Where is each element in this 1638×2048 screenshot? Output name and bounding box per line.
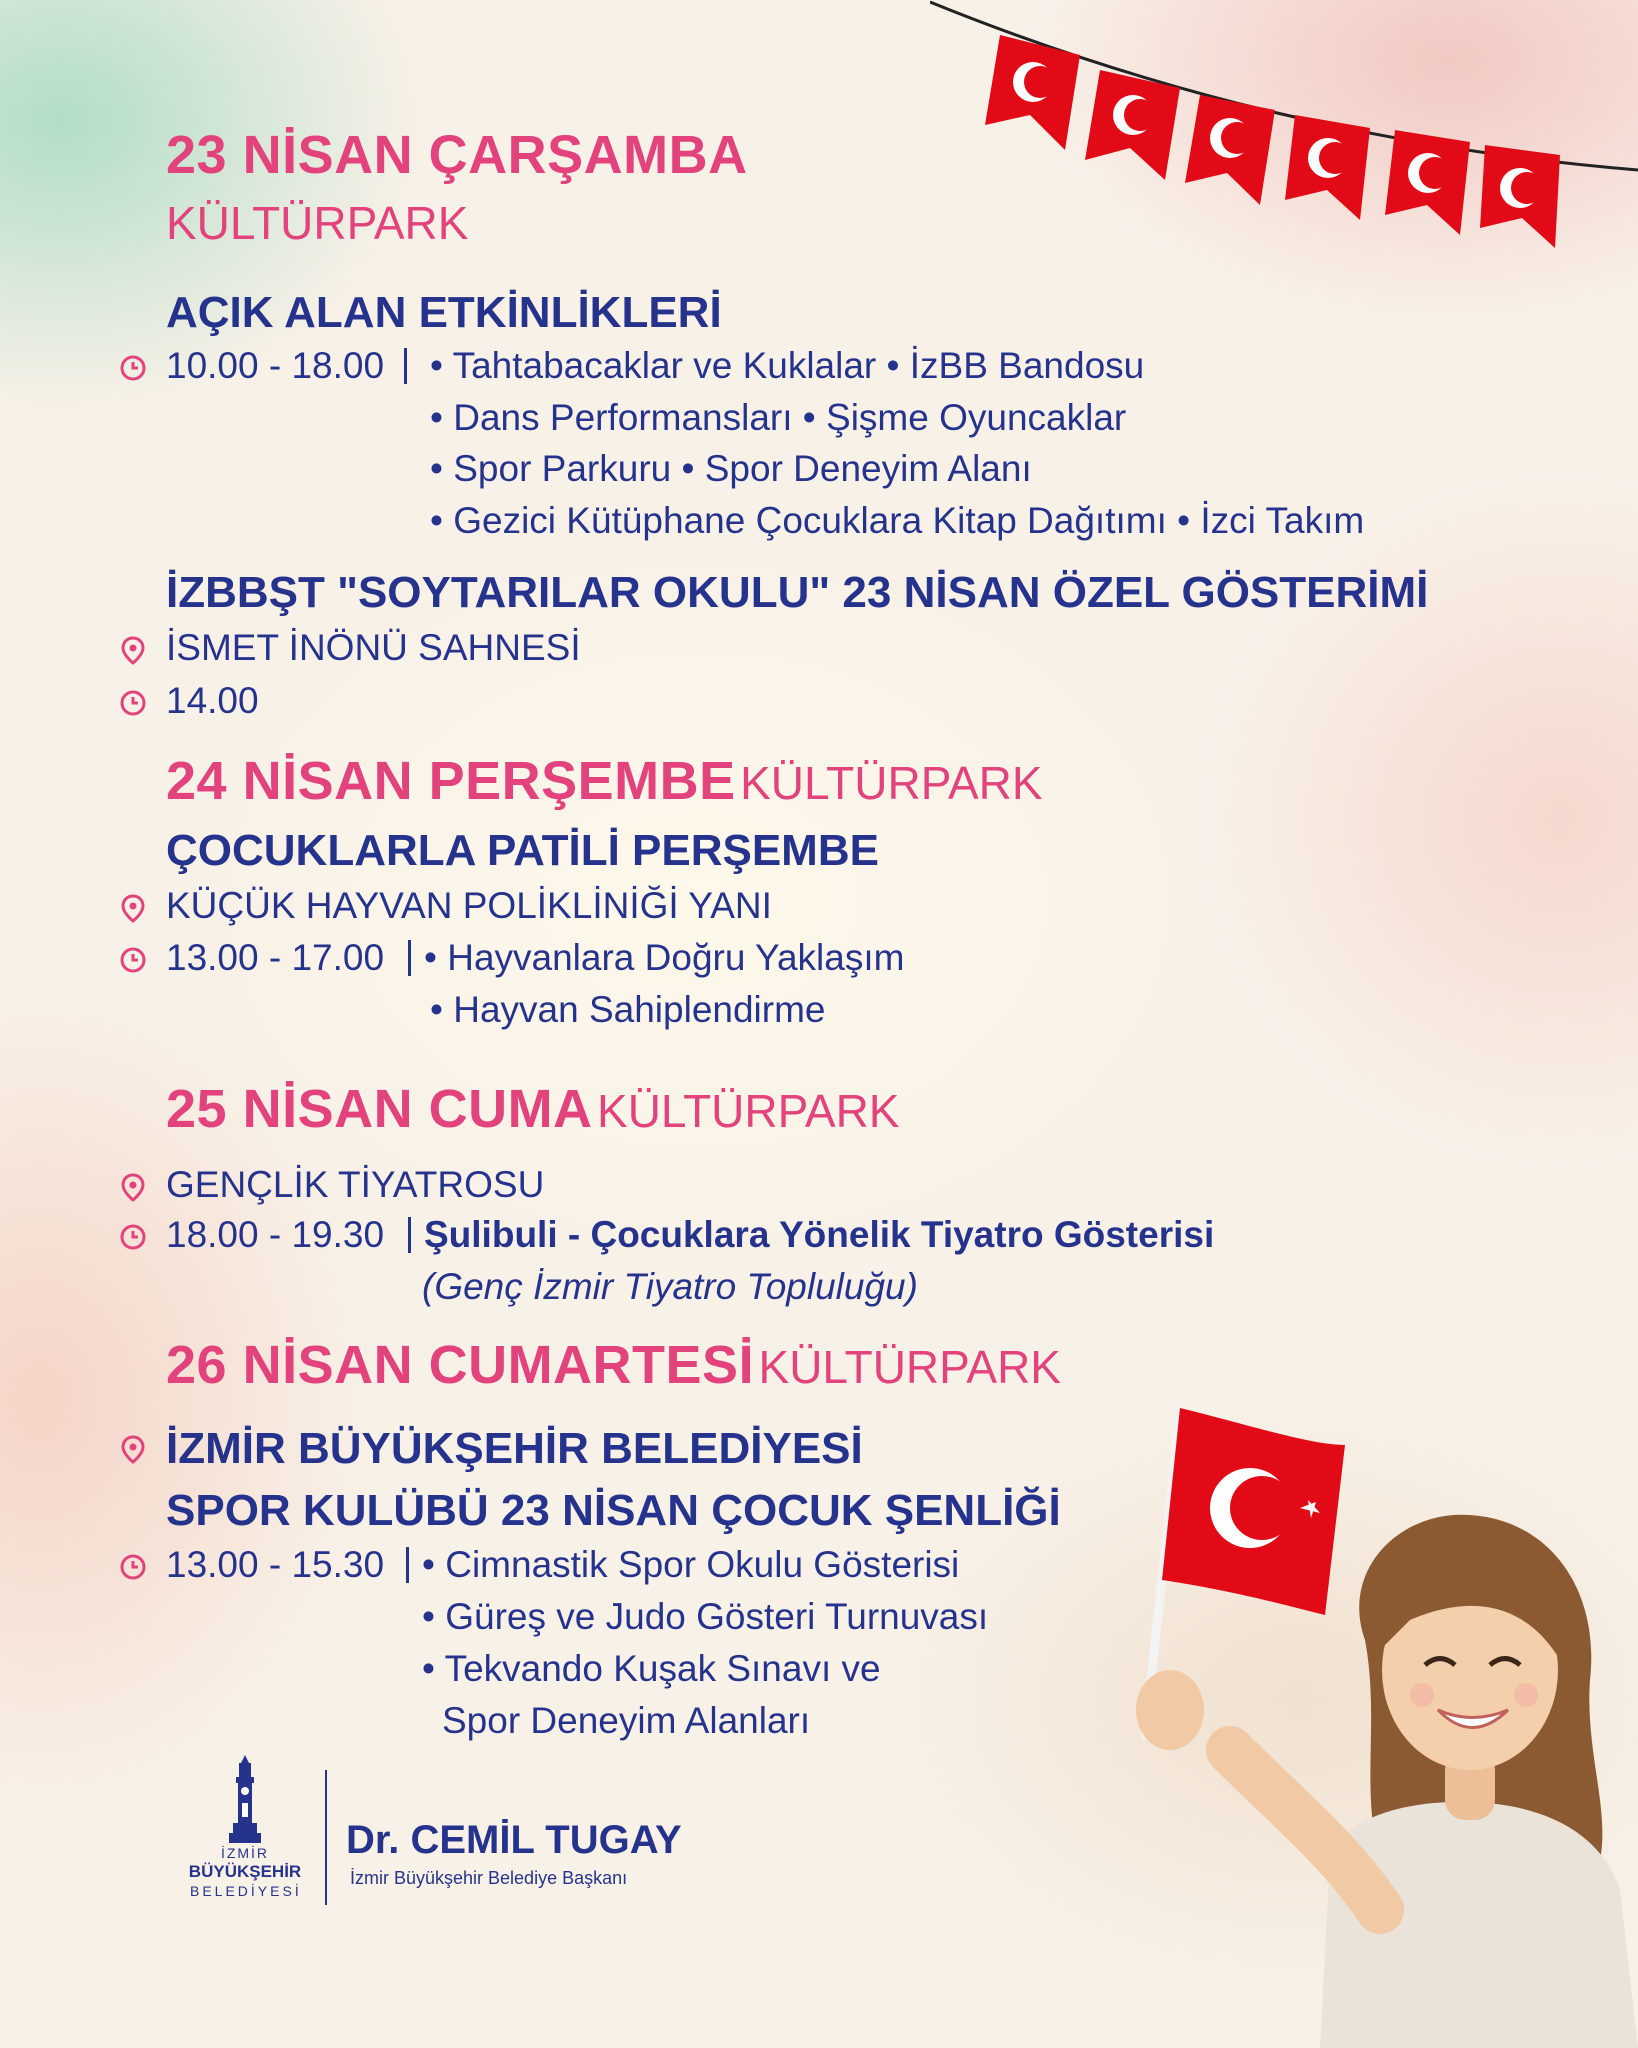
- bunting-flag-6: [1480, 145, 1560, 248]
- day4-line-1: • Cimnastik Spor Okulu Gösterisi: [422, 1544, 960, 1585]
- child-with-flag-illustration: [1080, 1390, 1638, 2048]
- day1-section1-time: 10.00 - 18.00: [166, 345, 385, 386]
- day3-place: KÜLTÜRPARK: [597, 1085, 900, 1137]
- day3-header: [166, 1078, 899, 1140]
- location-pin-icon: [118, 893, 148, 923]
- day2-line-2: • Hayvan Sahiplendirme: [430, 989, 826, 1030]
- logo-line-1: İZMİR: [220, 1845, 270, 1861]
- location-pin-icon: [118, 1434, 148, 1464]
- day1-place: KÜLTÜRPARK: [166, 197, 469, 249]
- day3-event: Şulibuli - Çocuklara Yönelik Tiyatro Gösterisi: [424, 1214, 1215, 1255]
- logo-line-3: BELEDİYESİ: [190, 1883, 302, 1899]
- day1-section2-time: 14.00: [166, 680, 259, 721]
- day1-section2-location: İSMET İNÖNÜ SAHNESİ: [166, 627, 581, 668]
- day2-header: [166, 750, 1043, 812]
- location-pin-icon: [118, 635, 148, 665]
- day1-section1-title: AÇIK ALAN ETKİNLİKLERİ: [166, 288, 722, 337]
- bunting-flag-4: [1285, 115, 1370, 220]
- bunting-flag-3: [1185, 95, 1275, 205]
- day2-place: KÜLTÜRPARK: [740, 757, 1043, 809]
- day2-location: KÜÇÜK HAYVAN POLİKLİNİĞİ YANI: [166, 885, 772, 926]
- day1-activity-line-2: • Dans Performansları • Şişme Oyuncaklar: [430, 397, 1127, 438]
- logo-line-2: BÜYÜKŞEHİR: [188, 1862, 302, 1881]
- day2-title: ÇOCUKLARLA PATİLİ PERŞEMBE: [166, 826, 879, 875]
- mayor-title: İzmir Büyükşehir Belediye Başkanı: [350, 1868, 628, 1888]
- day1-activity-line-3: • Spor Parkuru • Spor Deneyim Alanı: [430, 448, 1032, 489]
- clock-icon: [118, 1552, 148, 1582]
- day4-title-line-2: SPOR KULÜBÜ 23 NİSAN ÇOCUK ŞENLİĞİ: [166, 1486, 1061, 1535]
- day1-activity-line-1: • Tahtabacaklar ve Kuklalar • İzBB Bandosu: [430, 345, 1145, 386]
- day1-activity-line-4: • Gezici Kütüphane Çocuklara Kitap Dağıtımı • İzci Takım: [430, 500, 1365, 541]
- footer-divider: [325, 1770, 327, 1905]
- bunting-flag-1: [985, 35, 1080, 150]
- clock-icon: [118, 353, 148, 383]
- location-pin-icon: [118, 1172, 148, 1202]
- divider: [408, 940, 411, 976]
- day1-section2-title: İZBBŞT "SOYTARILAR OKULU" 23 NİSAN ÖZEL GÖSTERİMİ: [166, 568, 1429, 617]
- day4-line-3: • Tekvando Kuşak Sınavı ve: [422, 1648, 881, 1689]
- day3-location: GENÇLİK TİYATROSU: [166, 1164, 545, 1205]
- clock-icon: [118, 945, 148, 975]
- day3-date: 25 NİSAN CUMA: [166, 1079, 593, 1139]
- divider: [406, 1547, 409, 1583]
- day1-date: 23 NİSAN ÇARŞAMBA: [166, 125, 748, 185]
- bunting-flag-5: [1385, 130, 1470, 235]
- day3-group: (Genç İzmir Tiyatro Topluluğu): [422, 1266, 918, 1307]
- day2-time: 13.00 - 17.00: [166, 937, 385, 978]
- clock-icon: [118, 1222, 148, 1252]
- day2-date: 24 NİSAN PERŞEMBE: [166, 751, 736, 811]
- day4-date: 26 NİSAN CUMARTESİ: [166, 1335, 755, 1395]
- day2-line-1: • Hayvanlara Doğru Yaklaşım: [424, 937, 905, 978]
- day4-title-line-1: İZMİR BÜYÜKŞEHİR BELEDİYESİ: [166, 1424, 863, 1473]
- day4-time: 13.00 - 15.30: [166, 1544, 385, 1585]
- clock-tower-logo-icon: [227, 1755, 263, 1845]
- turkish-flag: [1162, 1408, 1345, 1615]
- day4-line-4: Spor Deneyim Alanları: [442, 1700, 811, 1741]
- divider: [404, 348, 407, 384]
- day3-time: 18.00 - 19.30: [166, 1214, 385, 1255]
- day4-line-2: • Güreş ve Judo Gösteri Turnuvası: [422, 1596, 989, 1637]
- day4-place: KÜLTÜRPARK: [758, 1341, 1061, 1393]
- bunting-flag-2: [1085, 70, 1180, 180]
- divider: [408, 1217, 411, 1253]
- clock-icon: [118, 688, 148, 718]
- flag-bunting: [930, 0, 1638, 260]
- day4-header: [166, 1334, 1061, 1396]
- mayor-name: Dr. CEMİL TUGAY: [346, 1818, 682, 1862]
